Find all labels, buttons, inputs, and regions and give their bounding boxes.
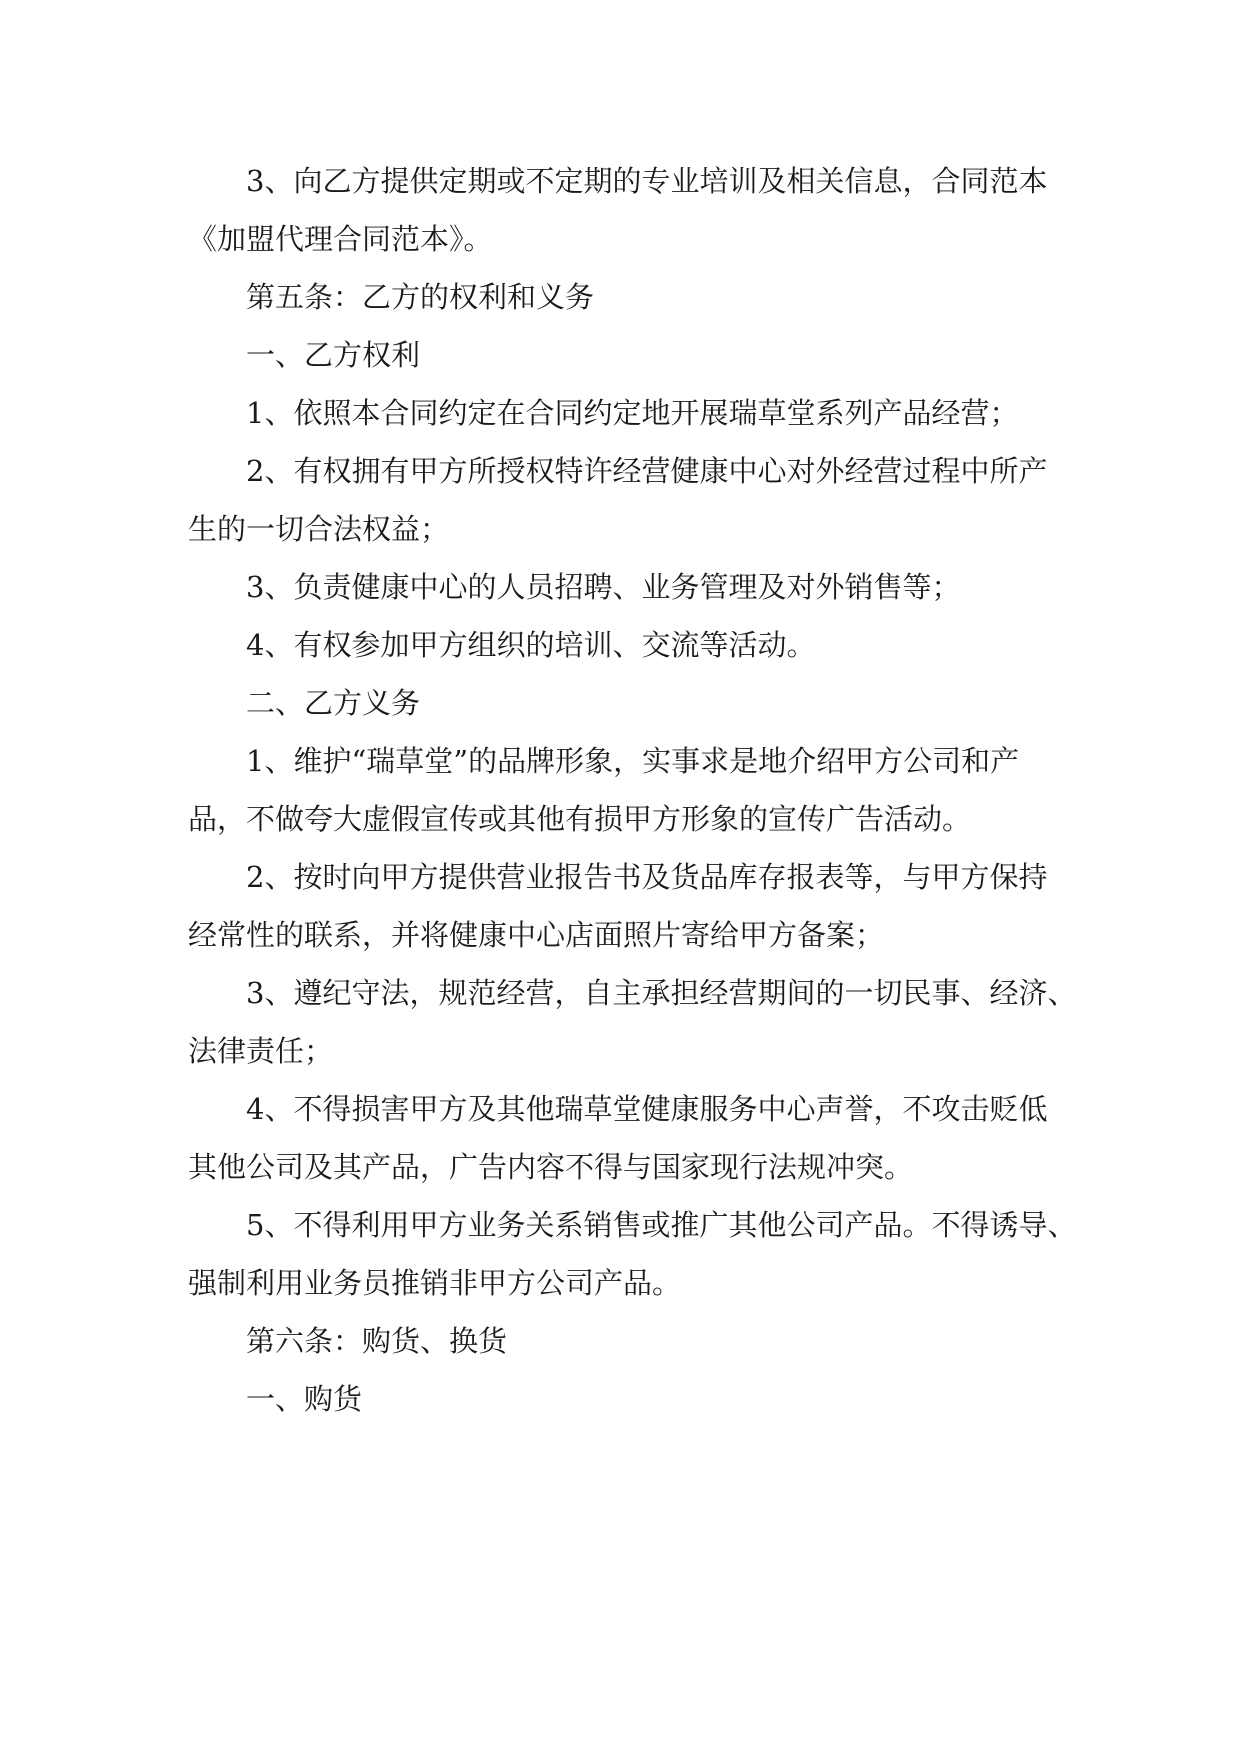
clause-line: 品，不做夸大虚假宣传或其他有损甲方形象的宣传广告活动。 <box>188 802 972 836</box>
clause-line: 2、有权拥有甲方所授权特许经营健康中心对外经营过程中所产 <box>246 454 1048 488</box>
clause-line: 《加盟代理合同范本》。 <box>188 222 493 256</box>
clause-line: 4、不得损害甲方及其他瑞草堂健康服务中心声誉，不攻击贬低 <box>246 1092 1048 1126</box>
article-heading: 第六条：购货、换货 <box>246 1324 508 1358</box>
clause-line: 经常性的联系，并将健康中心店面照片寄给甲方备案； <box>188 918 885 952</box>
clause-line: 5、不得利用甲方业务关系销售或推广其他公司产品。不得诱导、 <box>246 1208 1077 1242</box>
clause-line: 1、维护“瑞草堂”的品牌形象，实事求是地介绍甲方公司和产 <box>246 744 1020 778</box>
section-heading: 二、乙方义务 <box>246 686 421 720</box>
document-body <box>188 152 1077 1428</box>
clause-line: 3、向乙方提供定期或不定期的专业培训及相关信息，合同范本 <box>246 164 1048 198</box>
clause-line: 生的一切合法权益； <box>188 512 450 546</box>
clause-line: 1、依照本合同约定在合同约定地开展瑞草堂系列产品经营； <box>246 396 1019 430</box>
section-heading: 一、购货 <box>246 1382 363 1416</box>
clause-line: 2、按时向甲方提供营业报告书及货品库存报表等，与甲方保持 <box>246 860 1048 894</box>
clause-line: 3、负责健康中心的人员招聘、业务管理及对外销售等； <box>246 570 961 604</box>
clause-line: 4、有权参加甲方组织的培训、交流等活动。 <box>246 628 816 662</box>
clause-line: 3、遵纪守法，规范经营，自主承担经营期间的一切民事、经济、 <box>246 976 1077 1010</box>
clause-line: 强制利用业务员推销非甲方公司产品。 <box>188 1266 682 1300</box>
clause-line: 其他公司及其产品，广告内容不得与国家现行法规冲突。 <box>188 1150 914 1184</box>
article-heading: 第五条：乙方的权利和义务 <box>246 280 595 314</box>
clause-line: 法律责任； <box>188 1034 334 1068</box>
section-heading: 一、乙方权利 <box>246 338 421 372</box>
